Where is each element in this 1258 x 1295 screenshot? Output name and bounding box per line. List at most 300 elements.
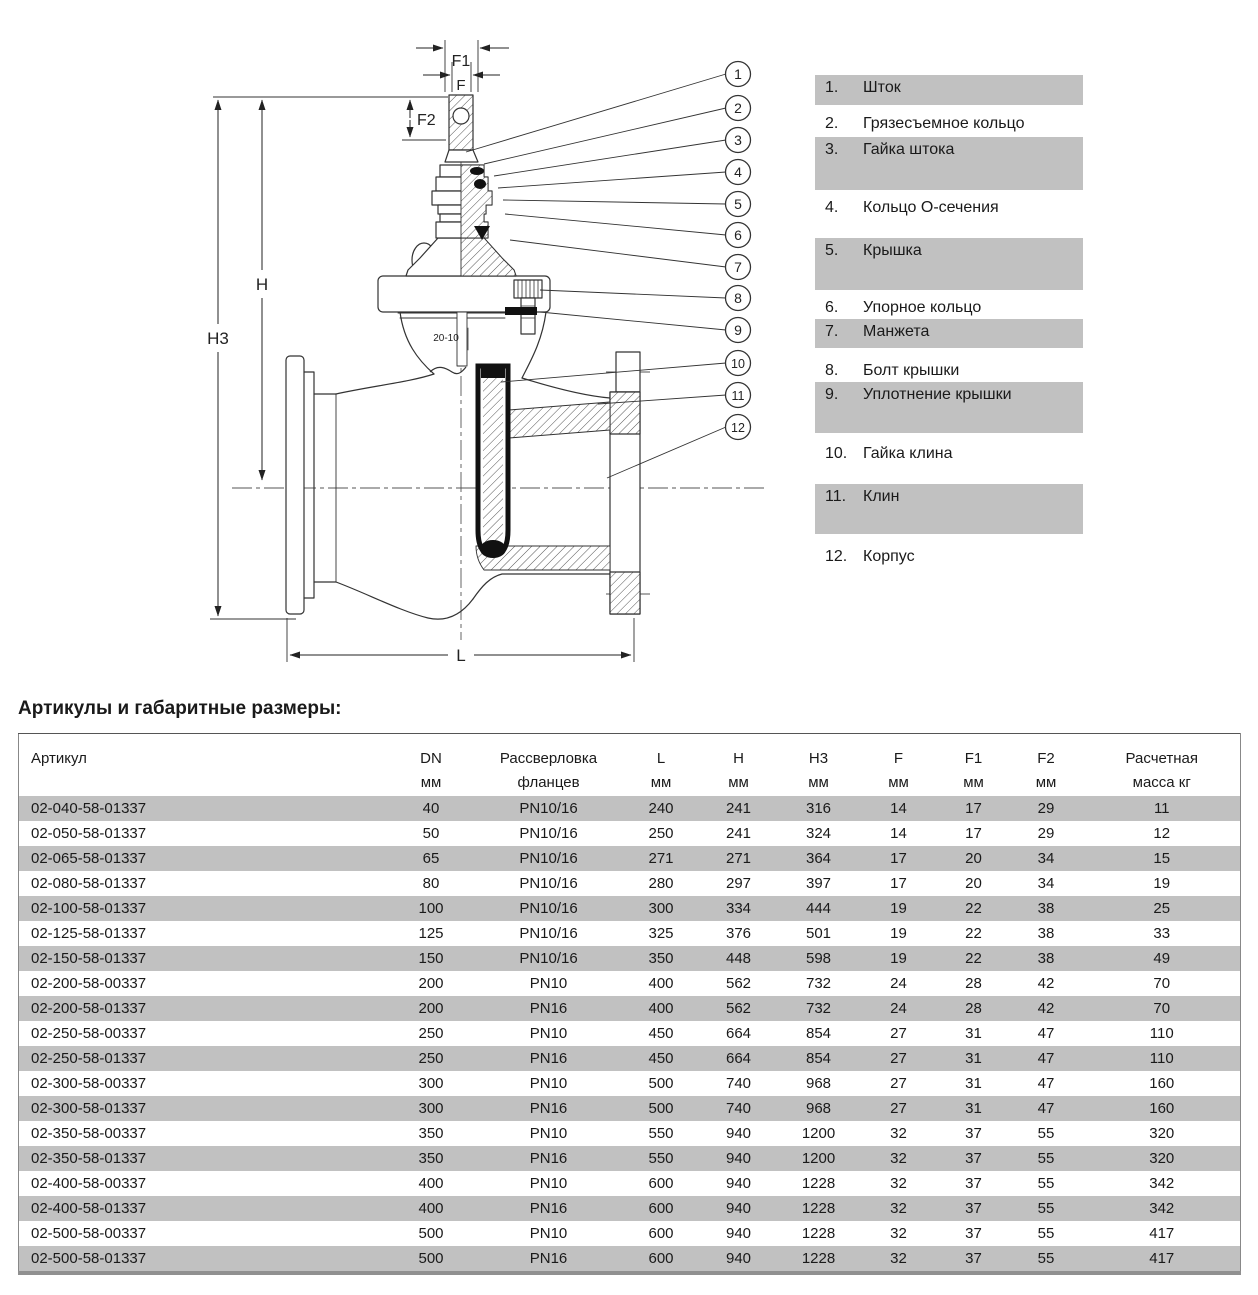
value-cell: PN10 (529, 1125, 568, 1142)
table-row (19, 821, 1241, 846)
value-cell: 27 (890, 1075, 907, 1092)
value-cell: 598 (805, 950, 832, 967)
value-cell: 47 (1037, 1075, 1055, 1092)
table-row (19, 1196, 1241, 1221)
callout-leader-line (505, 214, 726, 235)
callout-number: 2 (734, 100, 742, 116)
value-cell: 397 (805, 875, 832, 892)
column-header: DN (420, 750, 442, 767)
part-label: Кольцо О-сечения (863, 199, 999, 216)
value-cell: 55 (1037, 1250, 1055, 1267)
value-cell: 37 (965, 1175, 982, 1192)
article-cell: 02-100-58-01337 (31, 900, 147, 917)
article-cell: 02-065-58-01337 (31, 850, 147, 867)
value-cell: 37 (965, 1125, 982, 1142)
callout-leader-line (540, 312, 726, 330)
value-cell: 17 (890, 850, 907, 867)
value-cell: 400 (648, 975, 674, 992)
callout-leader-line (540, 290, 726, 298)
table-row (19, 971, 1241, 996)
value-cell: 271 (725, 850, 752, 867)
value-cell: 50 (422, 825, 440, 842)
value-cell: PN10 (529, 1225, 568, 1242)
value-cell: 1200 (801, 1150, 836, 1167)
value-cell: 37 (965, 1150, 982, 1167)
value-cell: 28 (965, 975, 982, 992)
callout-number: 7 (734, 259, 742, 275)
value-cell: PN10/16 (519, 875, 578, 892)
part-label: Гайка штока (863, 141, 955, 158)
wedge (478, 364, 508, 558)
value-cell: 37 (965, 1250, 982, 1267)
table-header (19, 734, 1241, 797)
value-cell: PN16 (529, 1200, 568, 1217)
value-cell: 417 (1149, 1225, 1175, 1242)
value-cell: 55 (1037, 1225, 1055, 1242)
table-header-row-1 (19, 734, 1241, 770)
value-cell: PN10 (529, 1175, 568, 1192)
column-header: Расчетная (1125, 750, 1198, 767)
value-cell: 55 (1037, 1125, 1055, 1142)
value-cell: 550 (648, 1125, 674, 1142)
value-cell: 19 (890, 925, 907, 942)
article-cell: 02-500-58-01337 (31, 1250, 147, 1267)
value-cell: 940 (725, 1125, 752, 1142)
value-cell: 664 (725, 1050, 752, 1067)
value-cell: 316 (805, 800, 832, 817)
value-cell: 38 (1037, 925, 1055, 942)
value-cell: PN16 (529, 1050, 568, 1067)
value-cell: 940 (725, 1200, 752, 1217)
value-cell: 22 (965, 925, 982, 942)
article-cell: 02-350-58-00337 (31, 1125, 147, 1142)
column-header: H3 (808, 750, 829, 767)
value-cell: 47 (1037, 1025, 1055, 1042)
value-cell: 38 (1037, 900, 1055, 917)
callout-number: 4 (734, 164, 742, 180)
value-cell: 22 (965, 950, 982, 967)
value-cell: 110 (1149, 1050, 1174, 1067)
casting-code-text: 20-10 (433, 333, 459, 344)
column-header-unit: масса кг (1132, 774, 1191, 791)
value-cell: 27 (890, 1025, 907, 1042)
value-cell: 940 (725, 1250, 752, 1267)
article-cell: 02-125-58-01337 (31, 925, 147, 942)
value-cell: 34 (1037, 850, 1055, 867)
value-cell: 1228 (801, 1250, 836, 1267)
column-header-unit: мм (728, 774, 749, 791)
table-row (19, 1071, 1241, 1096)
table-row (19, 1021, 1241, 1046)
value-cell: 200 (418, 975, 444, 992)
value-cell: 600 (648, 1200, 674, 1217)
column-header-unit: фланцев (517, 774, 580, 791)
value-cell: 250 (648, 825, 674, 842)
value-cell: 320 (1149, 1125, 1175, 1142)
value-cell: 25 (1153, 900, 1171, 917)
column-header: H (733, 750, 744, 767)
article-cell: 02-300-58-00337 (31, 1075, 147, 1092)
value-cell: 600 (648, 1250, 674, 1267)
value-cell: 1228 (801, 1200, 836, 1217)
value-cell: 300 (648, 900, 674, 917)
article-cell: 02-080-58-01337 (31, 875, 147, 892)
value-cell: PN10/16 (519, 925, 578, 942)
value-cell: 500 (648, 1075, 674, 1092)
column-header-unit (19, 769, 389, 796)
parts-list-item (815, 195, 1083, 219)
parts-list-item (815, 137, 1083, 190)
value-cell: 24 (890, 975, 907, 992)
part-label: Корпус (863, 548, 915, 565)
value-cell: 40 (422, 800, 440, 817)
value-cell: 241 (725, 825, 752, 842)
table-row (19, 1171, 1241, 1196)
callout-leader-line (501, 363, 726, 382)
value-cell: 600 (648, 1225, 674, 1242)
callout-leader-line (510, 240, 726, 267)
value-cell: PN16 (529, 1000, 568, 1017)
value-cell: 600 (648, 1175, 674, 1192)
part-number: 2. (825, 115, 839, 132)
value-cell: 70 (1153, 975, 1171, 992)
value-cell: 37 (965, 1225, 982, 1242)
value-cell: 33 (1153, 925, 1171, 942)
parts-list-item (815, 484, 1083, 534)
value-cell: 31 (965, 1100, 982, 1117)
value-cell: 17 (965, 800, 982, 817)
value-cell: 22 (965, 900, 982, 917)
value-cell: 400 (648, 1000, 674, 1017)
section-title: Артикулы и габаритные размеры: (18, 698, 342, 719)
callout-number: 11 (731, 389, 745, 403)
value-cell: 400 (418, 1200, 444, 1217)
dim-label-h3: H3 (207, 329, 229, 348)
value-cell: 562 (725, 975, 752, 992)
parts-list (815, 75, 1083, 568)
article-cell: 02-400-58-01337 (31, 1200, 147, 1217)
value-cell: 300 (418, 1075, 444, 1092)
value-cell: 350 (418, 1150, 444, 1167)
part-label: Манжета (863, 323, 930, 340)
part-number: 6. (825, 299, 839, 316)
value-cell: 55 (1037, 1150, 1055, 1167)
parts-list-item (815, 544, 1083, 568)
value-cell: 17 (965, 825, 982, 842)
value-cell: PN10/16 (519, 900, 578, 917)
value-cell: 854 (805, 1050, 832, 1067)
callout-leader-line (466, 74, 726, 152)
part-number: 11. (825, 488, 847, 505)
table-row (19, 1046, 1241, 1071)
value-cell: 940 (725, 1175, 752, 1192)
dim-label-f: F (456, 77, 466, 94)
column-header-unit: мм (420, 774, 442, 791)
value-cell: 29 (1037, 800, 1055, 817)
column-header: F (893, 750, 904, 767)
callout-number: 5 (734, 196, 742, 212)
parts-list-item (815, 382, 1083, 433)
dim-label-l: L (456, 646, 466, 665)
value-cell: 20 (965, 850, 982, 867)
value-cell: 34 (1037, 875, 1055, 892)
value-cell: 500 (418, 1250, 444, 1267)
value-cell: 31 (965, 1025, 982, 1042)
value-cell: 19 (890, 950, 907, 967)
value-cell: 732 (805, 975, 832, 992)
part-label: Клин (863, 488, 900, 505)
article-cell: 02-400-58-00337 (31, 1175, 147, 1192)
value-cell: 350 (648, 950, 674, 967)
article-cell: 02-350-58-01337 (31, 1150, 147, 1167)
value-cell: 27 (890, 1100, 907, 1117)
value-cell: 562 (725, 1000, 752, 1017)
value-cell: 31 (965, 1050, 982, 1067)
value-cell: 241 (725, 800, 752, 817)
value-cell: 376 (725, 925, 752, 942)
article-cell: 02-050-58-01337 (31, 825, 147, 842)
table-row (19, 1121, 1241, 1146)
value-cell: 271 (648, 850, 674, 867)
value-cell: 42 (1037, 975, 1055, 992)
value-cell: 1200 (801, 1125, 836, 1142)
column-header: F2 (1037, 750, 1055, 767)
value-cell: PN10 (529, 1075, 568, 1092)
table-row (19, 996, 1241, 1021)
marking-g: G (438, 462, 454, 482)
article-cell: 02-250-58-01337 (31, 1050, 147, 1067)
value-cell: 42 (1037, 1000, 1055, 1017)
table-row (19, 946, 1241, 971)
part-label: Грязесъемное кольцо (863, 115, 1025, 132)
part-label: Крышка (863, 242, 922, 259)
value-cell: 400 (418, 1175, 444, 1192)
parts-list-item (815, 441, 1083, 465)
value-cell: 342 (1149, 1200, 1175, 1217)
value-cell: PN16 (529, 1100, 568, 1117)
dim-label-h: H (255, 275, 269, 294)
value-cell: 200 (418, 1000, 444, 1017)
value-cell: 32 (890, 1250, 907, 1267)
parts-list-item (815, 238, 1083, 290)
callout-number: 8 (734, 290, 742, 306)
parts-list-item (815, 358, 1083, 382)
table-row (19, 896, 1241, 921)
article-cell: 02-150-58-01337 (31, 950, 147, 967)
callout-number: 3 (734, 132, 742, 148)
value-cell: 55 (1037, 1175, 1055, 1192)
value-cell: PN10/16 (519, 950, 578, 967)
logo-letter: А (436, 378, 458, 409)
marking-pn: PN (432, 437, 460, 459)
value-cell: 65 (422, 850, 440, 867)
value-cell: 37 (965, 1200, 982, 1217)
value-cell: 14 (890, 800, 907, 817)
valve-body (286, 95, 640, 619)
value-cell: 29 (1037, 825, 1055, 842)
value-cell: 854 (805, 1025, 832, 1042)
value-cell: 500 (418, 1225, 444, 1242)
value-cell: 1228 (801, 1225, 836, 1242)
value-cell: 70 (1153, 1000, 1171, 1017)
value-cell: 14 (890, 825, 907, 842)
value-cell: 49 (1153, 950, 1171, 967)
part-number: 10. (825, 445, 848, 462)
value-cell: 1228 (801, 1175, 836, 1192)
value-cell: 17 (890, 875, 907, 892)
part-label: Гайка клина (863, 445, 953, 462)
article-cell: 02-500-58-00337 (31, 1225, 147, 1242)
value-cell: 11 (1153, 800, 1170, 817)
part-label: Упорное кольцо (863, 299, 982, 316)
value-cell: 444 (805, 900, 832, 917)
value-cell: 125 (418, 925, 444, 942)
value-cell: 20 (965, 875, 982, 892)
callout-number: 1 (734, 66, 742, 82)
table-row (19, 1246, 1241, 1273)
value-cell: 740 (725, 1100, 752, 1117)
column-header-unit: мм (1035, 774, 1057, 791)
value-cell: 12 (1153, 825, 1171, 842)
parts-list-item (815, 319, 1083, 348)
article-cell: 02-200-58-00337 (31, 975, 147, 992)
value-cell: 250 (418, 1050, 444, 1067)
value-cell: 300 (418, 1100, 444, 1117)
value-cell: 324 (805, 825, 832, 842)
table-row (19, 846, 1241, 871)
part-number: 1. (825, 79, 839, 96)
value-cell: 450 (648, 1050, 674, 1067)
value-cell: PN10 (529, 975, 568, 992)
value-cell: 47 (1037, 1100, 1055, 1117)
value-cell: 28 (965, 1000, 982, 1017)
value-cell: PN16 (529, 1150, 568, 1167)
column-header: L (656, 750, 666, 767)
value-cell: 250 (418, 1025, 444, 1042)
part-number: 8. (825, 362, 839, 379)
article-cell: 02-300-58-01337 (31, 1100, 147, 1117)
value-cell: PN10 (529, 1025, 568, 1042)
part-number: 9. (825, 386, 839, 403)
value-cell: 19 (1153, 875, 1171, 892)
value-cell: 450 (648, 1025, 674, 1042)
value-cell: 47 (1037, 1050, 1055, 1067)
parts-list-item (815, 111, 1083, 135)
value-cell: 32 (890, 1225, 907, 1242)
dimensions-table-body (19, 796, 1241, 1273)
marking-dn: DN (432, 411, 462, 433)
article-cell: 02-040-58-01337 (31, 800, 147, 817)
callout-leader-line (494, 140, 726, 176)
value-cell: 940 (725, 1225, 752, 1242)
value-cell: 280 (648, 875, 674, 892)
value-cell: PN10/16 (519, 825, 578, 842)
value-cell: 417 (1149, 1250, 1175, 1267)
table-header-row-2 (19, 769, 1241, 796)
callout-number: 9 (734, 322, 742, 338)
column-header: Рассверловка (499, 750, 598, 767)
value-cell: 55 (1037, 1200, 1055, 1217)
value-cell: 240 (648, 800, 674, 817)
value-cell: 24 (890, 1000, 907, 1017)
value-cell: 342 (1149, 1175, 1175, 1192)
value-cell: 110 (1149, 1025, 1174, 1042)
value-cell: 968 (805, 1100, 832, 1117)
value-cell: 448 (725, 950, 752, 967)
value-cell: 160 (1149, 1075, 1175, 1092)
part-number: 5. (825, 242, 839, 259)
value-cell: 364 (805, 850, 832, 867)
table-row (19, 871, 1241, 896)
value-cell: 15 (1153, 850, 1171, 867)
part-label: Уплотнение крышки (863, 386, 1012, 403)
callout-number: 10 (731, 357, 745, 371)
value-cell: 32 (890, 1150, 907, 1167)
dim-label-f2: F2 (417, 112, 436, 129)
value-cell: 740 (725, 1075, 752, 1092)
part-label: Шток (863, 79, 901, 96)
part-number: 7. (825, 323, 839, 340)
callout-number: 6 (734, 227, 742, 243)
value-cell: 334 (725, 900, 752, 917)
value-cell: PN16 (529, 1250, 568, 1267)
value-cell: 100 (418, 900, 444, 917)
article-cell: 02-250-58-00337 (31, 1025, 147, 1042)
value-cell: 732 (805, 1000, 832, 1017)
callout-leader-line (498, 172, 726, 188)
callout-number: 12 (731, 421, 745, 435)
table-row (19, 1221, 1241, 1246)
part-label: Болт крышки (863, 362, 960, 379)
value-cell: PN10/16 (519, 850, 578, 867)
column-header-unit: мм (650, 774, 672, 791)
value-cell: 350 (418, 1125, 444, 1142)
value-cell: 150 (418, 950, 444, 967)
value-cell: 940 (725, 1150, 752, 1167)
valve-drawing (195, 30, 785, 700)
value-cell: 320 (1149, 1150, 1175, 1167)
parts-list-item (815, 75, 1083, 105)
column-header: Артикул (31, 750, 87, 767)
column-header: F1 (964, 750, 983, 767)
value-cell: 31 (965, 1075, 982, 1092)
value-cell: PN10/16 (519, 800, 578, 817)
value-cell: 550 (648, 1150, 674, 1167)
column-header-unit: мм (808, 774, 829, 791)
table-row (19, 921, 1241, 946)
callout-leader-line (503, 200, 726, 204)
value-cell: 27 (890, 1050, 907, 1067)
table-row (19, 1146, 1241, 1171)
value-cell: 664 (725, 1025, 752, 1042)
dim-label-f1: F1 (451, 53, 471, 70)
value-cell: 501 (805, 925, 832, 942)
value-cell: 32 (890, 1175, 907, 1192)
value-cell: 160 (1149, 1100, 1175, 1117)
value-cell: 38 (1037, 950, 1055, 967)
value-cell: 968 (805, 1075, 832, 1092)
article-cell: 02-200-58-01337 (31, 1000, 147, 1017)
part-number: 4. (825, 199, 839, 216)
part-number: 3. (825, 141, 839, 158)
dimensions-table (18, 733, 1241, 1275)
value-cell: 32 (890, 1200, 907, 1217)
part-number: 12. (825, 548, 848, 565)
value-cell: 19 (890, 900, 907, 917)
value-cell: 80 (422, 875, 440, 892)
column-header-unit: мм (963, 774, 984, 791)
parts-list-item (815, 295, 1083, 319)
